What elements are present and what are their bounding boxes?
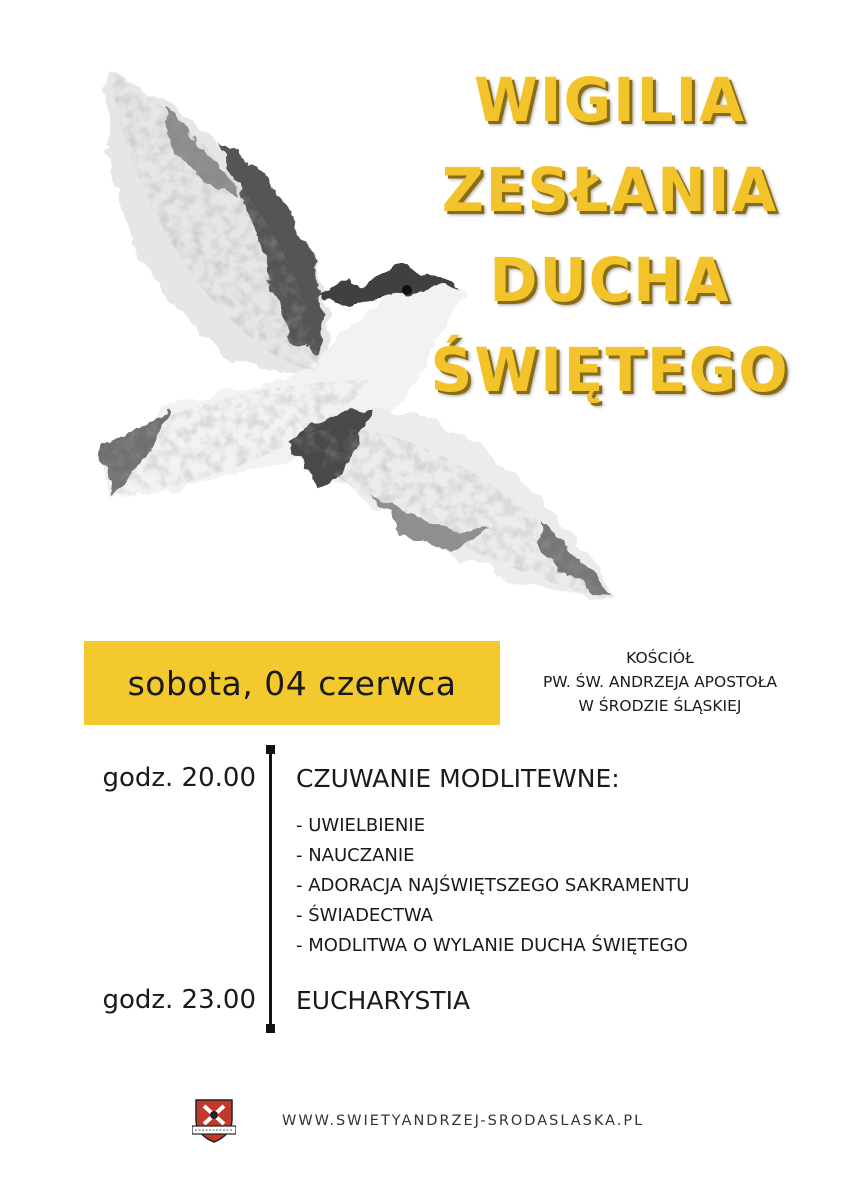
schedule-items xyxy=(296,811,689,961)
title-line-3: DUCHA xyxy=(489,244,731,316)
date-banner xyxy=(84,641,500,725)
schedule-title-2: EUCHARYSTIA xyxy=(296,986,471,1015)
church-line-1: KOŚCIÓŁ xyxy=(626,649,694,667)
timeline-line xyxy=(269,750,272,1028)
event-title xyxy=(430,55,790,415)
website-link[interactable]: WWW.SWIETYANDRZEJ-SRODASLASKA.PL xyxy=(282,1113,645,1129)
title-line-2: ZESŁANIA xyxy=(441,154,779,226)
timeline-cap-bottom xyxy=(266,1024,275,1033)
schedule-time-1: godz. 20.00 xyxy=(102,763,256,793)
event-date: sobota, 04 czerwca xyxy=(127,663,457,703)
list-item: - MODLITWA O WYLANIE DUCHA ŚWIĘTEGO xyxy=(296,935,688,956)
church-address xyxy=(520,646,800,718)
title-line-4: ŚWIĘTEGO xyxy=(430,334,790,406)
list-item: - UWIELBIENIE xyxy=(296,815,426,836)
title-line-1: WIGILIA xyxy=(473,64,747,136)
parish-logo-icon xyxy=(192,1094,236,1144)
church-line-3: W ŚRODZIE ŚLĄSKIEJ xyxy=(578,697,742,715)
list-item: - ADORACJA NAJŚWIĘTSZEGO SAKRAMENTU xyxy=(296,875,690,896)
list-item: - NAUCZANIE xyxy=(296,845,415,866)
schedule-time-2: godz. 23.00 xyxy=(102,985,256,1015)
list-item: - ŚWIADECTWA xyxy=(296,905,433,926)
church-line-2: PW. ŚW. ANDRZEJA APOSTOŁA xyxy=(542,673,778,691)
schedule-title-1: CZUWANIE MODLITEWNE: xyxy=(296,764,620,793)
